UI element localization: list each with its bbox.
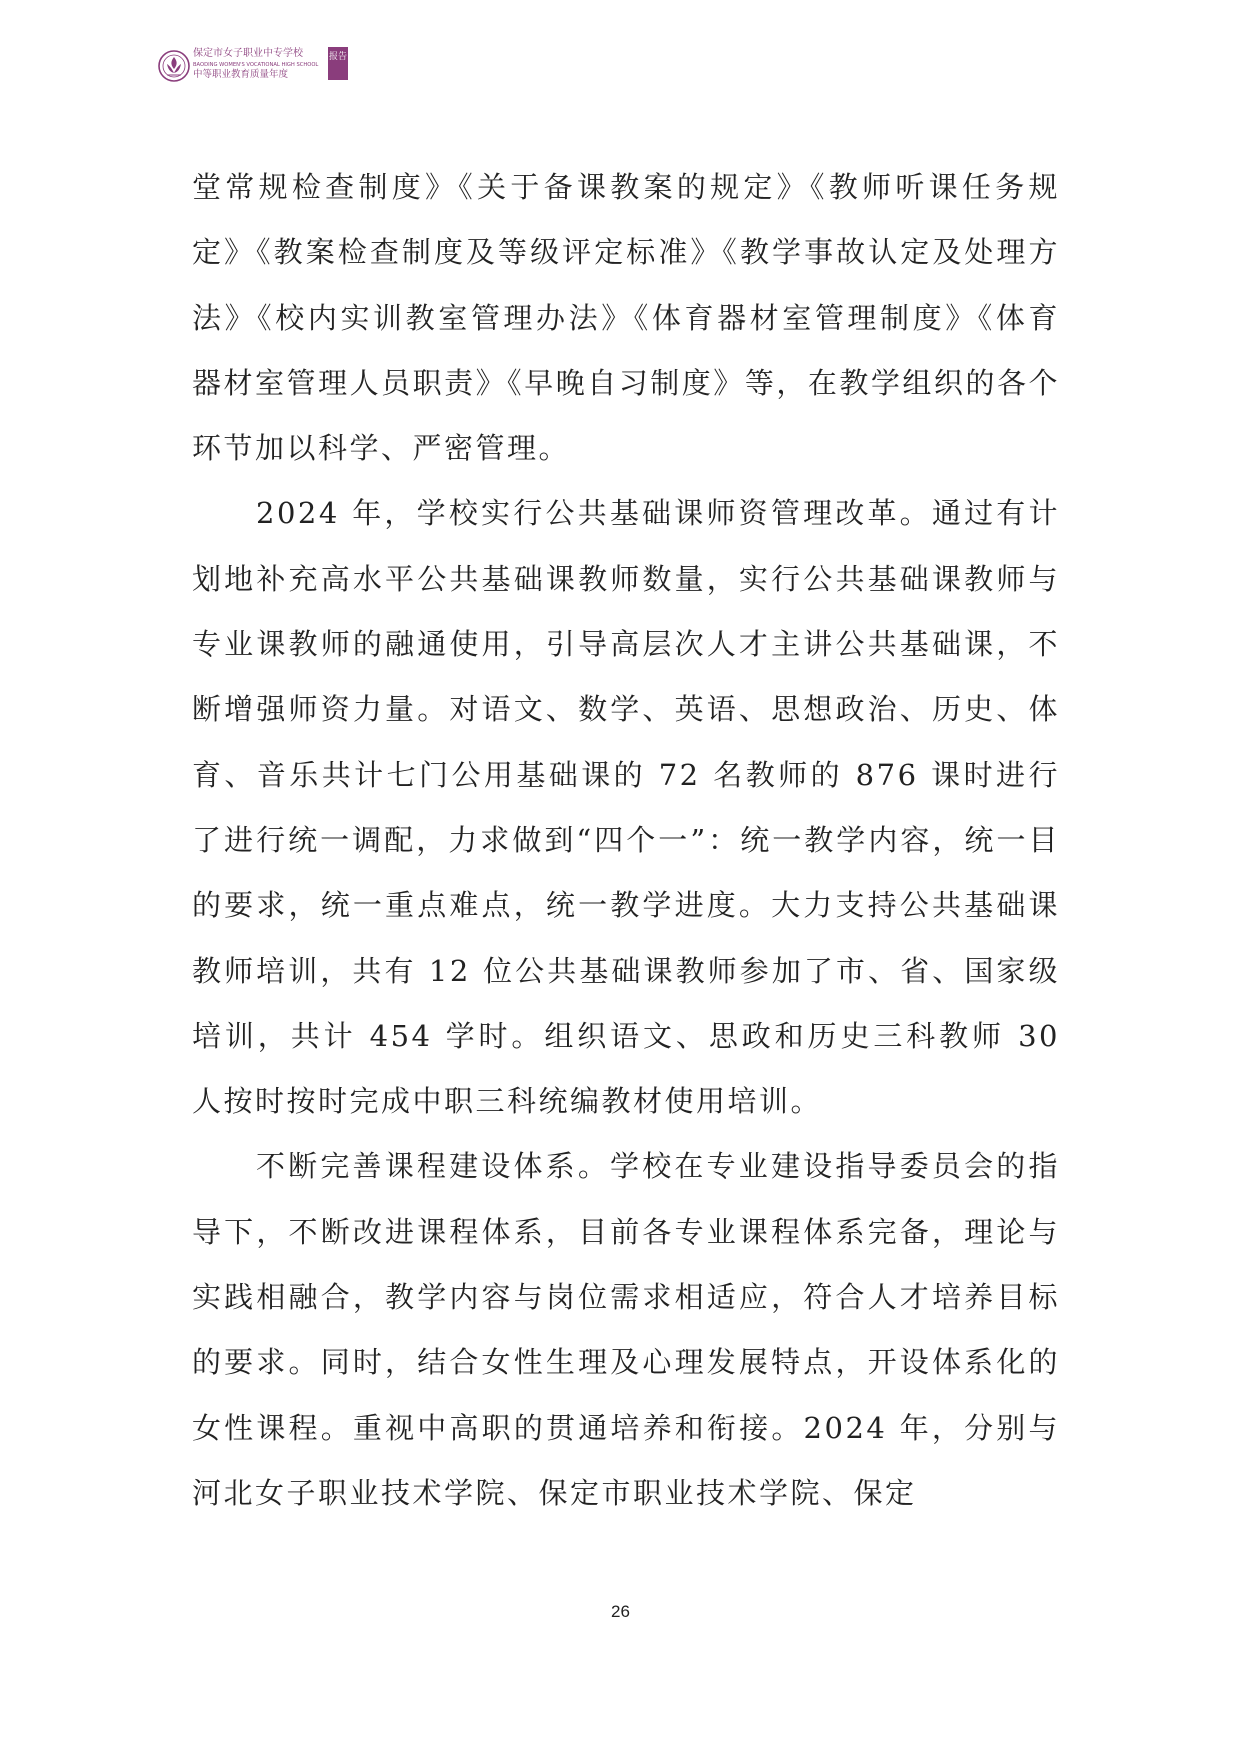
page-header: [157, 44, 367, 90]
body-paragraph-1: 堂常规检查制度》《关于备课教案的规定》《教师听课任务规定》《教案检查制度及等级评定标准》《教学事故认定及处理方法》《校内实训教室管理办法》《体育器材室管理制度》《体育器材室管理人员职责》《早晚自习制度》等，在教学组织的各个环节加以科学、严密管理。: [192, 170, 1060, 466]
header-banner: [157, 44, 367, 90]
report-body: [192, 155, 1060, 1526]
body-paragraph-2: 2024 年，学校实行公共基础课师资管理改革。通过有计划地补充高水平公共基础课教师数量，实行公共基础课教师与专业课教师的融通使用，引导高层次人才主讲公共基础课，不断增强师资力量。对语文、数学、英语、思想政治、历史、体育、音乐共计七门公用基础课的 72 名教师的 876 课时进行了进行统一调配，力求做到“四个一”：统一教学内容，统一目的要求，统一重点难点，统一教学进度。大力支持公共基础课教师培训，共有 12 位公共基础课教师参加了市、省、国家级培训，共计 454 学时。组织语文、思政和历史三科教师 30 人按时按时完成中职三科统编教材使用培训。: [192, 496, 1060, 1119]
report-badge-text: 报告: [328, 52, 348, 62]
school-emblem-icon: [159, 51, 189, 81]
school-name: 保定市女子职业中专学校: [193, 48, 303, 59]
body-paragraph-3: 不断完善课程建设体系。学校在专业建设指导委员会的指导下，不断改进课程体系，目前各专业课程体系完备，理论与实践相融合，教学内容与岗位需求相适应，符合人才培养目标的要求。同时，结合女性生理及心理发展特点，开设体系化的女性课程。重视中高职的贯通培养和衔接。2024 年，分别与河北女子职业技术学院、保定市职业技术学院、保定: [192, 1149, 1060, 1510]
report-title: 中等职业教育质量年度: [193, 69, 289, 80]
school-name-en: BAODING WOMEN'S VOCATIONAL HIGH SCHOOL: [193, 62, 319, 68]
page-number: 26: [611, 1602, 630, 1621]
